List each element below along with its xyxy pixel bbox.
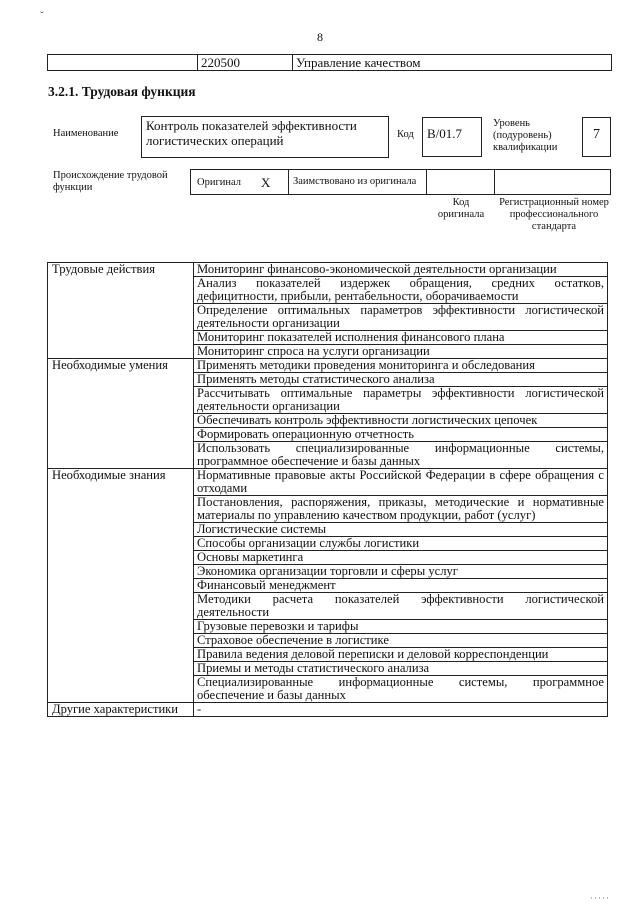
code-original-label: Код оригинала <box>437 197 485 220</box>
reg-number-cell <box>494 169 611 195</box>
item-cell: Логистические системы <box>194 523 608 537</box>
category-cell: Необходимые знания <box>48 469 194 703</box>
item-cell: Страховое обеспечение в логистике <box>194 634 608 648</box>
category-cell: Трудовые действия <box>48 263 194 359</box>
item-cell: Специализированные информационные системы, программное обеспечение и базы данных <box>194 676 608 703</box>
section-title: 3.2.1. Трудовая функция <box>48 84 196 99</box>
original-label: Оригинал <box>197 177 241 188</box>
code-value: B/01.7 <box>422 117 482 157</box>
item-cell: Использовать специализированные информационные системы, программное обеспечение и базы данных <box>194 442 608 469</box>
item-cell: Обеспечивать контроль эффективности логистических цепочек <box>194 414 608 428</box>
item-cell: Правила ведения деловой переписки и деловой корреспонденции <box>194 648 608 662</box>
item-cell: - <box>194 703 608 717</box>
item-cell: Мониторинг спроса на услуги организации <box>194 345 608 359</box>
table-row <box>48 359 608 373</box>
item-cell: Приемы и методы статистического анализа <box>194 662 608 676</box>
item-cell: Грузовые перевозки и тарифы <box>194 620 608 634</box>
reg-number-label: Регистрационный номер профессионального стандарта <box>499 197 609 232</box>
original-mark: X <box>261 175 271 190</box>
top-row-name: Управление качеством <box>293 55 612 71</box>
item-cell: Экономика организации торговли и сферы услуг <box>194 565 608 579</box>
item-cell: Методики расчета показателей эффективности логистической деятельности <box>194 593 608 620</box>
page-number: 8 <box>317 30 323 44</box>
original-cell <box>190 169 289 195</box>
item-cell: Формировать операционную отчетность <box>194 428 608 442</box>
footer-mark: ····· <box>590 893 610 903</box>
top-row-empty-cell <box>48 55 198 71</box>
item-cell: Мониторинг показателей исполнения финансового плана <box>194 331 608 345</box>
item-cell: Финансовый менеджмент <box>194 579 608 593</box>
function-table <box>47 262 608 717</box>
name-value: Контроль показателей эффективности логистических операций <box>141 116 389 158</box>
item-cell: Способы организации службы логистики <box>194 537 608 551</box>
origin-label: Происхождение трудовой функции <box>53 170 168 193</box>
level-value: 7 <box>582 117 611 157</box>
corner-mark: ˇ <box>40 10 44 22</box>
item-cell: Определение оптимальных параметров эффективности логистической деятельности организации <box>194 304 608 331</box>
item-cell: Постановления, распоряжения, приказы, методические и нормативные материалы по управлению качеством продукции, работ (услуг) <box>194 496 608 523</box>
top-row-code: 220500 <box>198 55 293 71</box>
item-cell: Применять методики проведения мониторинга и обследования <box>194 359 608 373</box>
item-cell: Рассчитывать оптимальные параметры эффективности логистической деятельности организации <box>194 387 608 414</box>
item-cell: Мониторинг финансово-экономической деятельности организации <box>194 263 608 277</box>
item-cell: Применять методы статистического анализа <box>194 373 608 387</box>
borrowed-cell <box>288 169 427 195</box>
table-row <box>48 263 608 277</box>
table-row <box>48 703 608 717</box>
item-cell: Анализ показателей издержек обращения, средних остатков, дефицитности, прибыли, рентабельности, оборачиваемости <box>194 277 608 304</box>
item-cell: Нормативные правовые акты Российской Федерации в сфере обращения с отходами <box>194 469 608 496</box>
category-cell: Необходимые умения <box>48 359 194 469</box>
code-original-cell <box>426 169 495 195</box>
borrowed-label: Заимствовано из оригинала <box>293 176 417 187</box>
item-cell: Основы маркетинга <box>194 551 608 565</box>
code-label: Код <box>397 129 414 140</box>
name-label: Наименование <box>53 128 119 139</box>
top-row-table <box>47 54 612 71</box>
level-label: Уровень (подуровень) квалификации <box>493 118 558 153</box>
table-row <box>48 469 608 496</box>
category-cell: Другие характеристики <box>48 703 194 717</box>
